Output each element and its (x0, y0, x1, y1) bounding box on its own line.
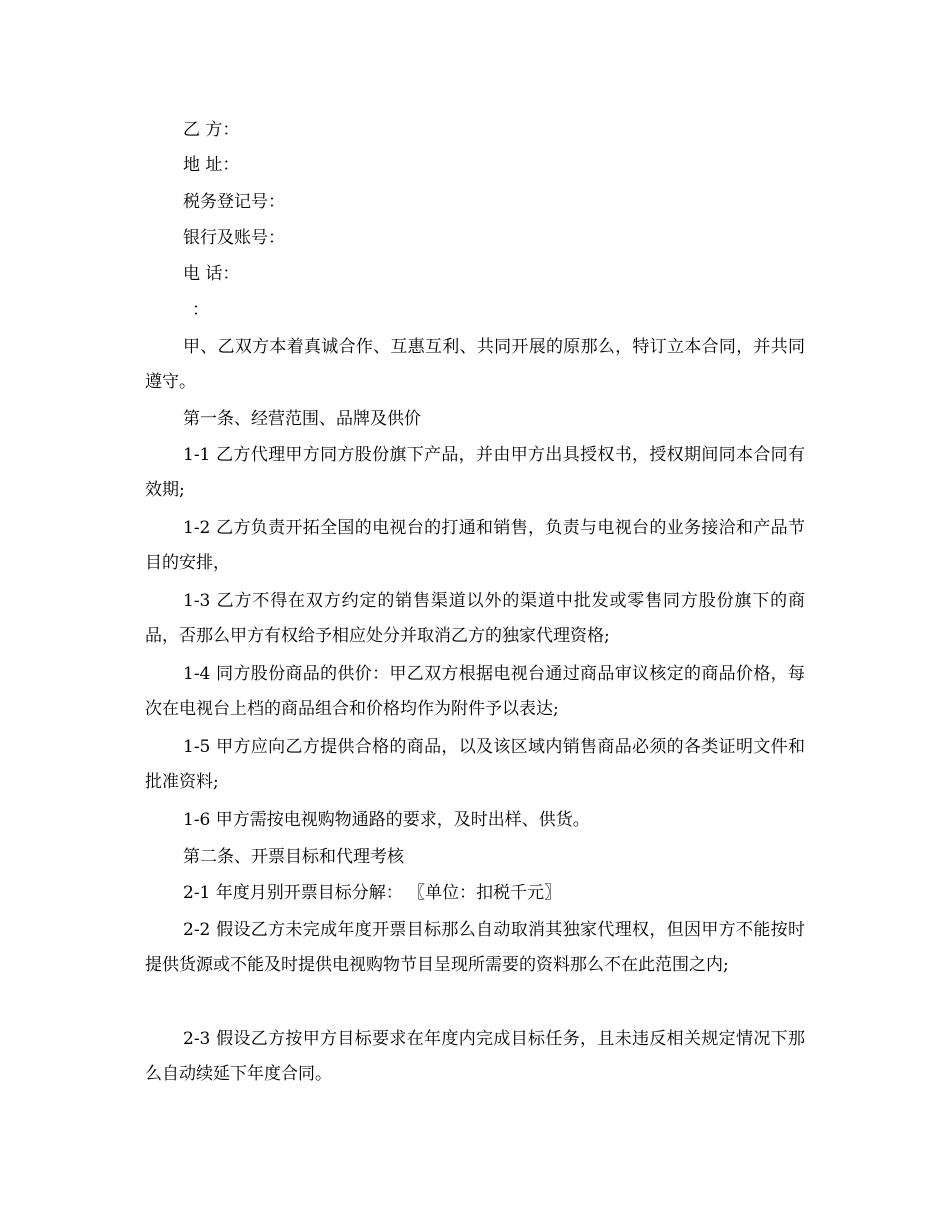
contract-intro: 甲、乙双方本着真诚合作、互惠互利、共同开展的原那么，特订立本合同，并共同遵守。 (145, 337, 805, 392)
clause-1-6: 1-6 甲方需按电视购物通路的要求，及时出样、供货。 (183, 810, 590, 830)
clause-1-3: 1-3 乙方不得在双方约定的销售渠道以外的渠道中批发或零售同方股份旗下的商品，否那么甲方有权给予相应处分并取消乙方的独家代理资格; (145, 591, 805, 646)
colon-line: ： (192, 300, 209, 320)
article-1-title: 第一条、经营范围、品牌及供价 (183, 409, 421, 429)
clause-2-2: 2-2 假设乙方未完成年度开票目标那么自动取消其独家代理权，但因甲方不能按时提供货源或不能及时提供电视购物节目呈现所需要的资料那么不在此范围之内; (145, 920, 805, 975)
address-label: 地 址： (183, 155, 240, 175)
phone-label: 电 话： (183, 264, 240, 284)
party-b-label: 乙 方： (183, 120, 240, 140)
clause-1-2: 1-2 乙方负责开拓全国的电视台的打通和销售，负责与电视台的业务接洽和产品节目的安排， (145, 518, 805, 573)
tax-registration-label: 税务登记号： (183, 192, 285, 212)
clause-2-1: 2-1 年度月别开票目标分解： 〖单位：扣税千元〗 (183, 883, 562, 903)
clause-1-5: 1-5 甲方应向乙方提供合格的商品，以及该区域内销售商品必须的各类证明文件和批准资料; (145, 737, 805, 792)
article-2-title: 第二条、开票目标和代理考核 (183, 847, 404, 867)
clause-1-1: 1-1 乙方代理甲方同方股份旗下产品，并由甲方出具授权书，授权期间同本合同有效期; (145, 445, 805, 500)
clause-2-3: 2-3 假设乙方按甲方目标要求在年度内完成目标任务，且未违反相关规定情况下那么自动续延下年度合同。 (145, 1029, 805, 1084)
bank-account-label: 银行及账号： (183, 228, 285, 248)
clause-1-4: 1-4 同方股份商品的供价：甲乙双方根据电视台通过商品审议核定的商品价格，每次在电视台上档的商品组合和价格均作为附件予以表达; (145, 664, 805, 719)
